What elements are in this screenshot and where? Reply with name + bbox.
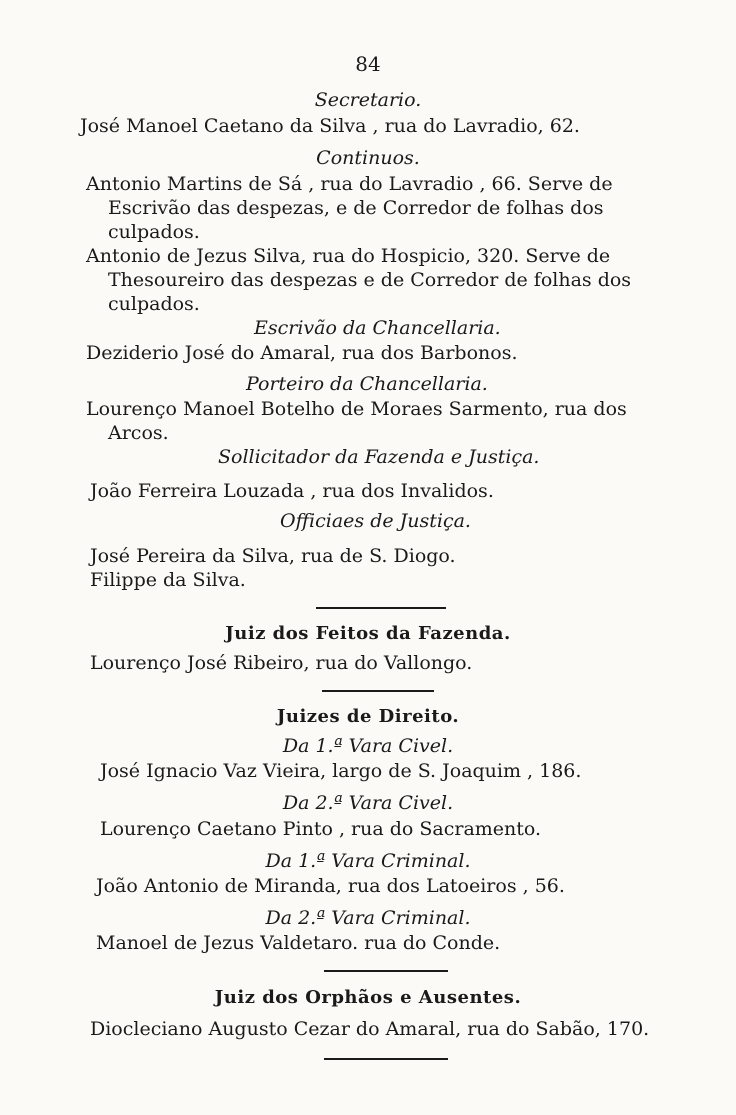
entry-line: Antonio Martins de Sá , rua do Lavradio , 66. Serve de <box>86 173 613 195</box>
entry-line: Antonio de Jezus Silva, rua do Hospicio, 320. Serve de <box>86 245 611 267</box>
entry-line: Manoel de Jezus Valdetaro. rua do Conde. <box>96 932 501 954</box>
entry-line: Lourenço Caetano Pinto , rua do Sacramento. <box>100 818 542 840</box>
entry-line: Arcos. <box>108 422 169 444</box>
heading-sollicitador: Sollicitador da Fazenda e Justiça. <box>218 446 540 468</box>
heading-vara-criminal-1: Da 1.ª Vara Criminal. <box>265 850 471 872</box>
entry-line: culpados. <box>108 293 200 315</box>
divider-rule <box>322 690 434 692</box>
heading-vara-criminal-2: Da 2.ª Vara Criminal. <box>265 907 471 929</box>
entry-line: Deziderio José do Amaral, rua dos Barbonos. <box>86 342 518 364</box>
entry-line: José Pereira da Silva, rua de S. Diogo. <box>90 545 456 567</box>
entry-line: Filippe da Silva. <box>90 569 246 591</box>
entry-line: José Manoel Caetano da Silva , rua do Lavradio, 62. <box>80 115 580 137</box>
entry-line: Lourenço José Ribeiro, rua do Vallongo. <box>90 652 473 674</box>
page-number: 84 <box>355 52 381 76</box>
heading-porteiro-chancellaria: Porteiro da Chancellaria. <box>246 373 488 395</box>
entry-line: José Ignacio Vaz Vieira, largo de S. Joaquim , 186. <box>100 760 582 782</box>
heading-juiz-orphaos: Juiz dos Orphãos e Ausentes. <box>214 987 522 1008</box>
heading-juiz-feitos: Juiz dos Feitos da Fazenda. <box>225 623 511 644</box>
entry-line: Lourenço Manoel Botelho de Moraes Sarmento, rua dos <box>86 398 627 420</box>
entry-line: Diocleciano Augusto Cezar do Amaral, rua do Sabão, 170. <box>90 1018 650 1040</box>
heading-officiaes: Officiaes de Justiça. <box>280 510 471 532</box>
heading-escrivao-chancellaria: Escrivão da Chancellaria. <box>254 317 501 339</box>
heading-vara-civel-2: Da 2.ª Vara Civel. <box>282 792 454 814</box>
divider-rule <box>324 1058 448 1060</box>
heading-continuos: Continuos. <box>316 147 420 169</box>
entry-line: Escrivão das despezas, e de Corredor de folhas dos <box>108 197 604 219</box>
heading-secretario: Secretario. <box>314 89 422 111</box>
entry-line: Thesoureiro das despezas e de Corredor de folhas dos <box>108 269 632 291</box>
heading-juizes-direito: Juizes de Direito. <box>276 706 460 727</box>
entry-line: João Ferreira Louzada , rua dos Invalidos. <box>90 480 494 502</box>
entry-line: João Antonio de Miranda, rua dos Latoeiros , 56. <box>96 875 565 897</box>
divider-rule <box>316 607 446 609</box>
divider-rule <box>324 970 448 972</box>
entry-line: culpados. <box>108 221 200 243</box>
heading-vara-civel-1: Da 1.ª Vara Civel. <box>282 735 454 757</box>
